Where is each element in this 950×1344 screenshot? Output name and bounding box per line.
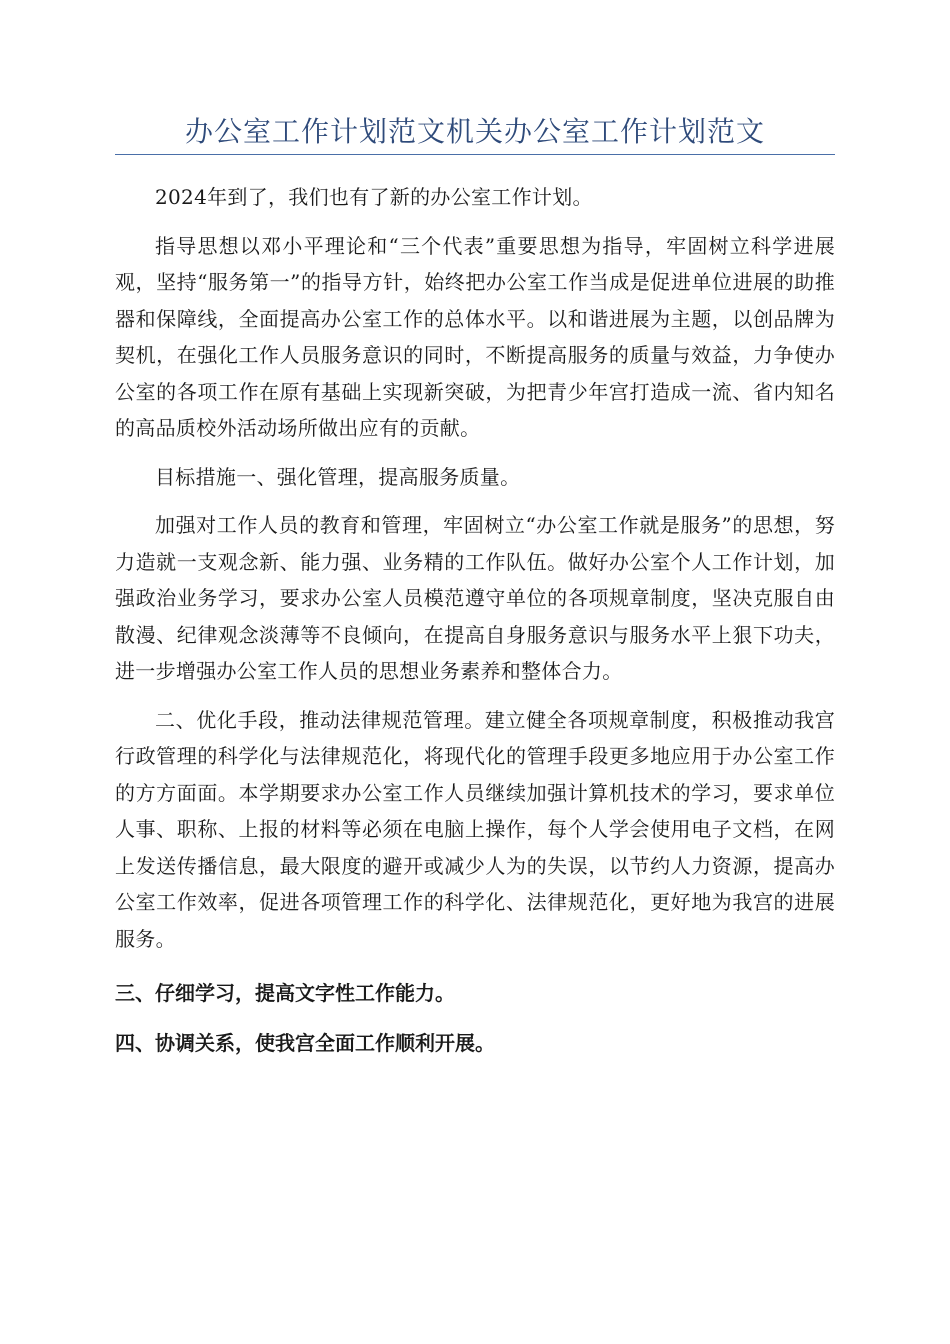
- intro-paragraph: 2024年到了，我们也有了新的办公室工作计划。: [155, 185, 593, 209]
- objective-measure-one-paragraph: 目标措施一、强化管理，提高服务质量。: [155, 464, 521, 489]
- section-heading-three: 三、仔细学习，提高文字性工作能力。: [115, 981, 455, 1005]
- guiding-thought-paragraph: 指导思想以邓小平理论和“三个代表”重要思想为指导，牢固树立科学进展观，坚持“服务第一”的指导方针，始终把办公室工作当成是促进单位进展的助推器和保障线，全面提高办公室工作的总体水平。以和谐进展为主题，以创品牌为契机，在强化工作人员服务意识的同时，不断提高服务的质量与效益，力争使办公室的各项工作在原有基础上实现新突破，为把青少年宫打造成一流、省内知名的高品质校外活动场所做出应有的贡献。: [115, 233, 835, 440]
- optimize-methods-paragraph: 二、优化手段，推动法律规范管理。建立健全各项规章制度，积极推动我宫行政管理的科学化与法律规范化，将现代化的管理手段更多地应用于办公室工作的方方面面。本学期要求办公室工作人员继续加强计算机技术的学习，要求单位人事、职称、上报的材料等必须在电脑上操作，每个人学会使用电子文档，在网上发送传播信息，最大限度的避开或减少人为的失误，以节约人力资源，提高办公室工作效率，促进各项管理工作的科学化、法律规范化，更好地为我宫的进展服务。: [115, 707, 835, 951]
- title-underline: [115, 154, 835, 155]
- document-title: 办公室工作计划范文机关办公室工作计划范文: [184, 115, 765, 148]
- document-page: [115, 112, 835, 1061]
- staff-management-paragraph: 加强对工作人员的教育和管理，牢固树立“办公室工作就是服务”的思想，努力造就一支观念新、能力强、业务精的工作队伍。做好办公室个人工作计划，加强政治业务学习，要求办公室人员模范遵守单位的各项规章制度，坚决克服自由散漫、纪律观念淡薄等不良倾向，在提高自身服务意识与服务水平上狠下功夫，进一步增强办公室工作人员的思想业务素养和整体合力。: [115, 513, 835, 683]
- section-heading-four: 四、协调关系，使我宫全面工作顺利开展。: [115, 1031, 495, 1055]
